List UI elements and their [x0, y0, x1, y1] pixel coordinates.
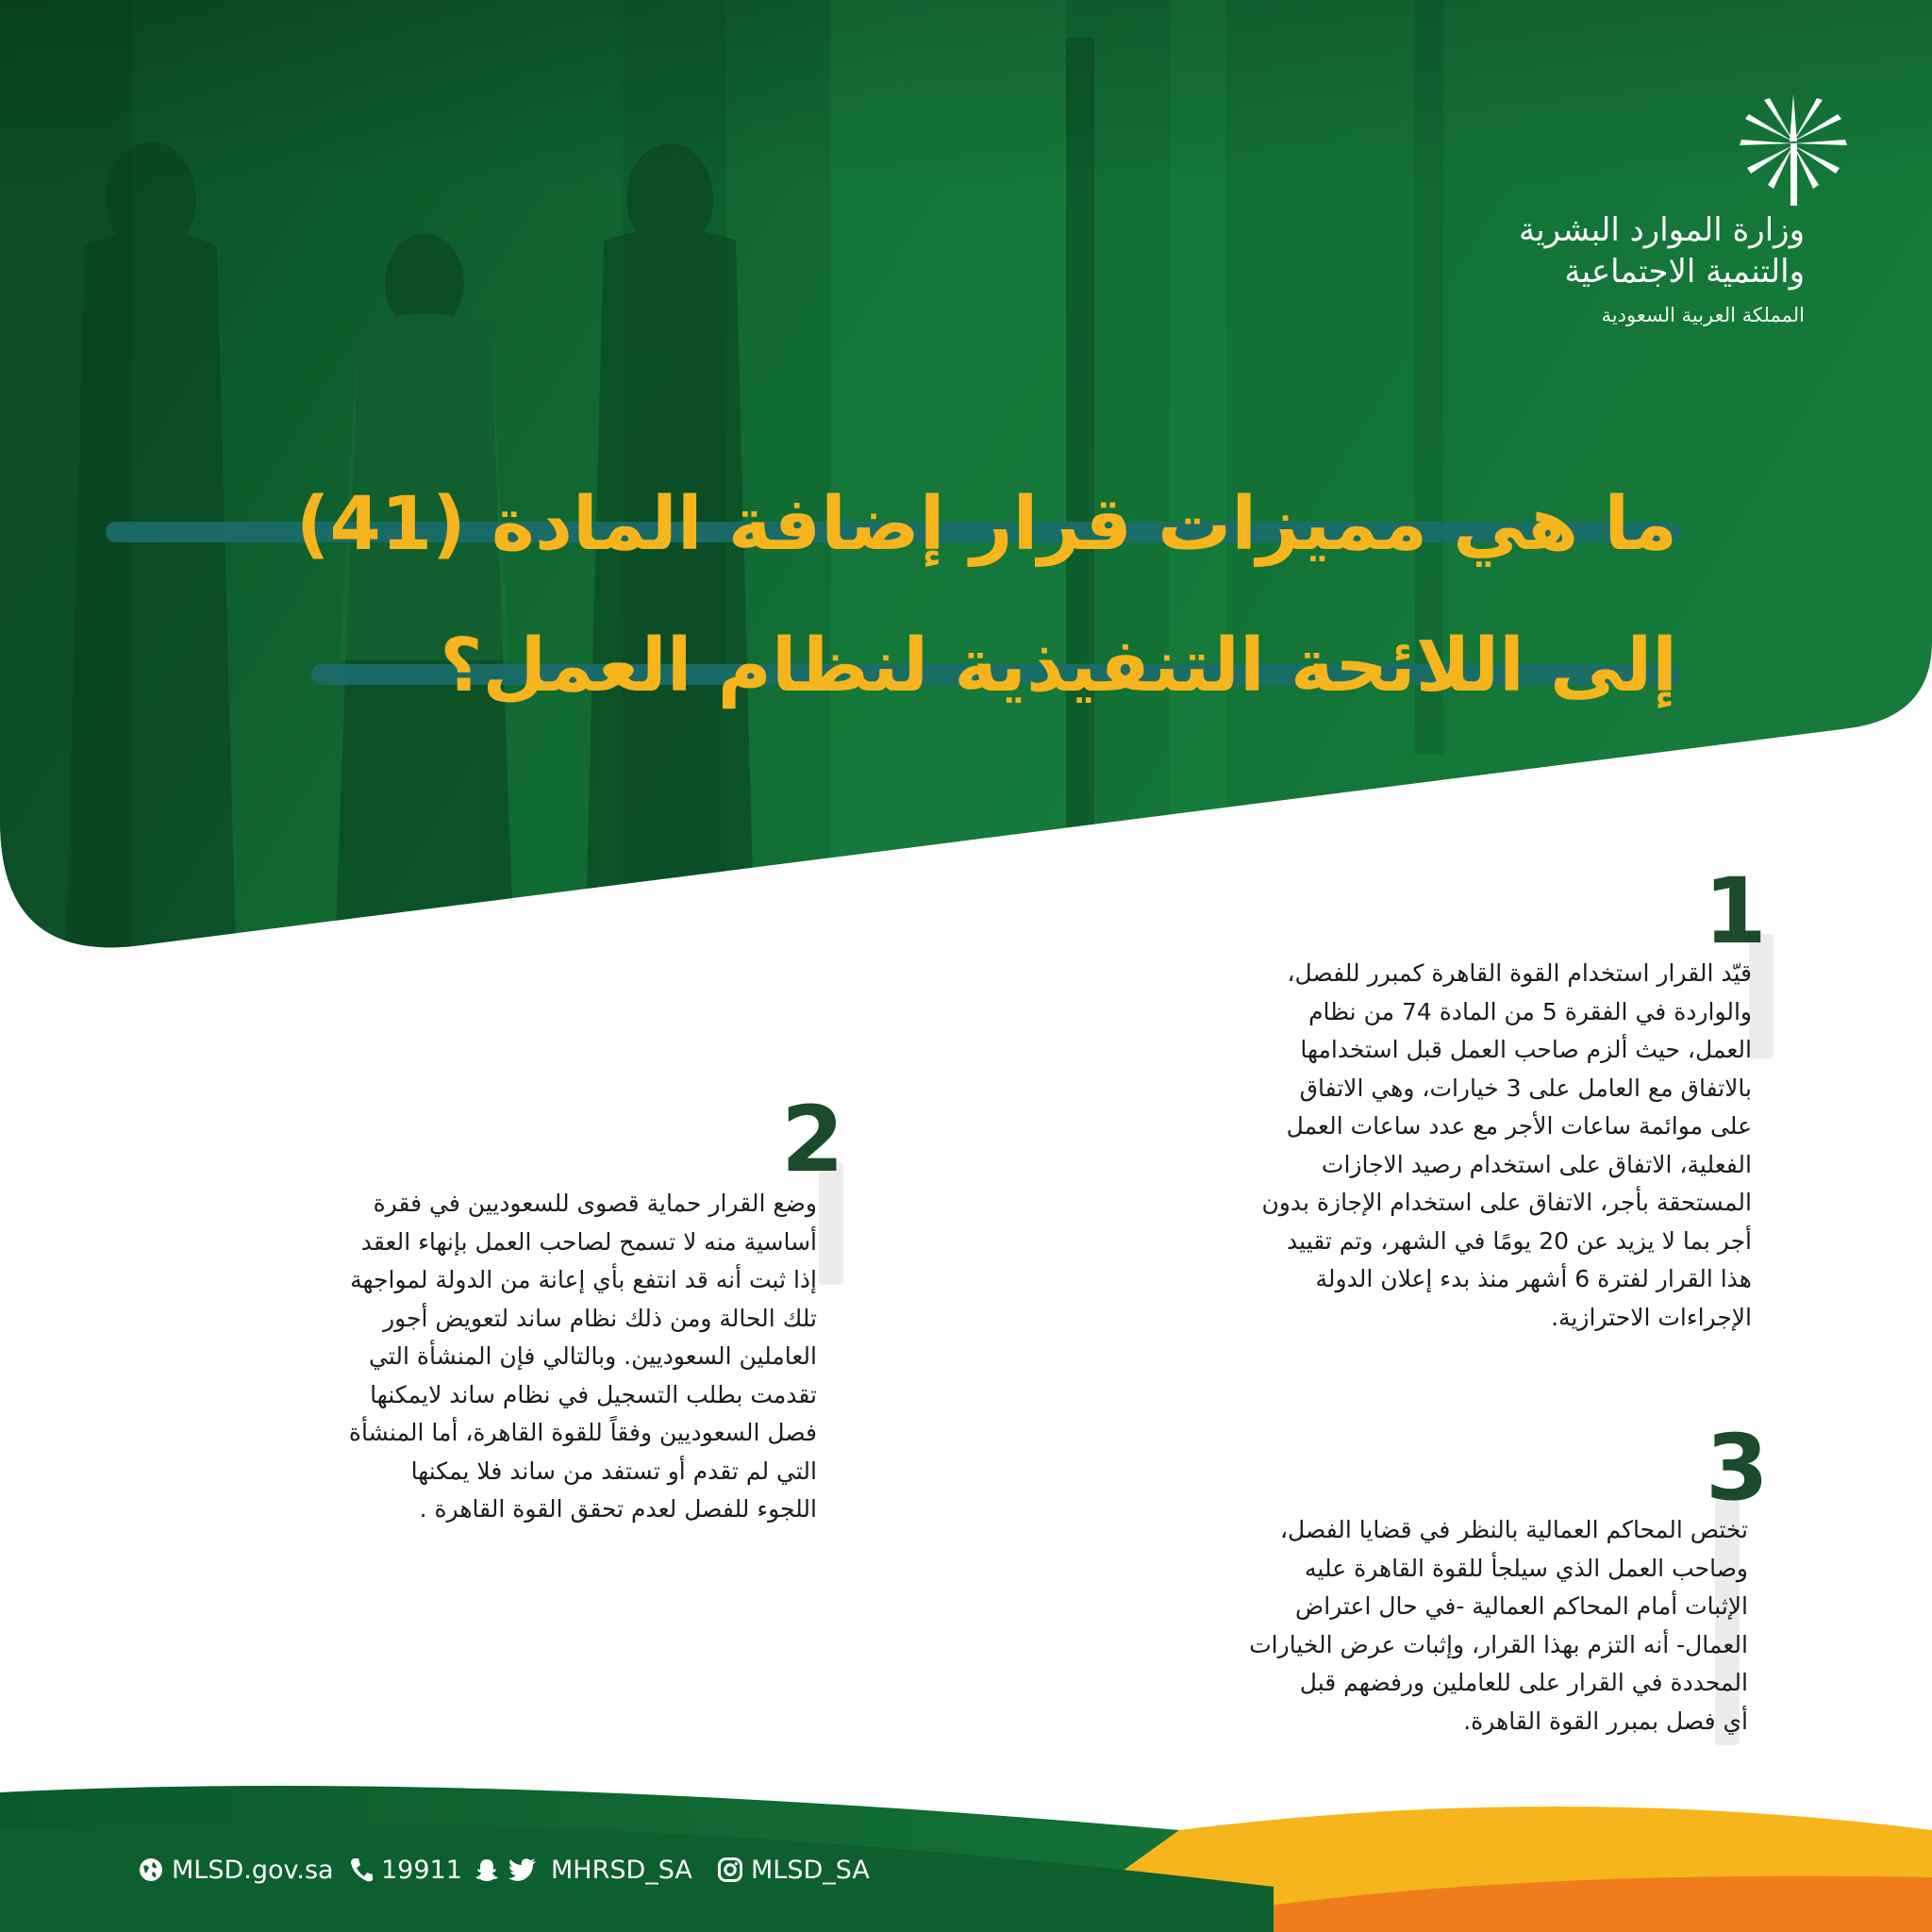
logo-line-2: والتنمية الاجتماعية — [1564, 253, 1805, 291]
page-title-line-2: إلى اللائحة التنفيذية لنظام العمل؟ — [440, 624, 1677, 708]
item-3-line: العمال- أنه التزم بهذا القرار، وإثبات عرض الخيارات — [1249, 1630, 1748, 1658]
footer-social-mhrsd[interactable] — [474, 1851, 692, 1889]
phone-icon — [349, 1857, 374, 1883]
ministry-logo-icon — [1736, 87, 1851, 208]
item-1-line: الفعلية، الاتفاق على استخدام رصيد الاجازات — [1321, 1150, 1752, 1178]
item-3-line: وصاحب العمل الذي سيلجأ للقوة القاهرة عليه — [1305, 1554, 1748, 1582]
item-3-line: المحددة في القرار على للعاملين ورفضهم قبل — [1299, 1669, 1748, 1696]
item-1-line: العمل، حيث ألزم صاحب العمل قبل استخدامها — [1300, 1036, 1752, 1063]
phone-text: 19911 — [381, 1855, 462, 1885]
item-2-number: 2 — [781, 1087, 844, 1192]
item-2-line: إذا ثبت أنه قد انتفع بأي إعانة من الدولة لمواجهة — [350, 1266, 817, 1293]
item-1-text — [1134, 955, 1752, 1337]
item-2-line: أساسية منه لا تسمح لصاحب العمل بإنهاء العقد — [360, 1227, 817, 1256]
item-1-line: والواردة في الفقرة 5 من المادة 74 من نظام — [1308, 997, 1752, 1025]
logo-line-3: المملكة العربية السعودية — [1601, 304, 1805, 326]
footer-phone[interactable] — [349, 1851, 462, 1889]
website-text: MLSD.gov.sa — [172, 1855, 334, 1885]
item-2-text — [177, 1185, 817, 1529]
item-3-line: تختص المحاكم العمالية بالنظر في قضايا الفصل، — [1279, 1516, 1748, 1543]
item-2-line: فصل السعوديين وفقاً للقوة القاهرة، أما المنشأة — [348, 1419, 817, 1446]
social-handle-1: MHRSD_SA — [551, 1855, 692, 1885]
snapchat-icon — [474, 1857, 500, 1883]
item-1-number: 1 — [1704, 858, 1767, 964]
item-1-line: المستحقة بأجر، الاتفاق على استخدام الإجازة بدون — [1261, 1189, 1752, 1216]
hero-background — [0, 0, 1932, 953]
item-1-line: هذا القرار لفترة 6 أشهر منذ بدء إعلان الدولة — [1315, 1265, 1752, 1292]
item-2-line: تقدمت بطلب التسجيل في نظام ساند لايمكنها — [370, 1380, 817, 1408]
item-2-line: تلك الحالة ومن ذلك نظام ساند لتعويض أجور — [383, 1304, 817, 1332]
instagram-icon — [717, 1857, 743, 1883]
twitter-icon — [508, 1857, 538, 1883]
item-1-line: أجر بما لا يزيد عن 20 يومًا في الشهر، وتم تقييد — [1287, 1226, 1752, 1255]
ministry-logo-text — [1519, 209, 1805, 330]
item-1-line: الإجراءات الاحترازية. — [1551, 1303, 1752, 1331]
footer-website[interactable] — [138, 1851, 334, 1889]
logo-line-1: وزارة الموارد البشرية — [1518, 211, 1805, 249]
item-1-line: بالاتفاق مع العامل على 3 خيارات، وهي الاتفاق — [1299, 1074, 1752, 1102]
item-2-line: العاملين السعوديين. وبالتالي فإن المنشأة التي — [369, 1342, 817, 1370]
item-3-line: الإثبات أمام المحاكم العمالية -في حال اعتراض — [1295, 1592, 1748, 1620]
footer-social-mlsd[interactable] — [717, 1851, 870, 1889]
item-3-number: 3 — [1706, 1415, 1769, 1521]
item-1-line: على موائمة ساعات الأجر مع عدد ساعات العمل — [1286, 1112, 1752, 1140]
item-2-line: اللجوء للفصل لعدم تحقق القوة القاهرة . — [419, 1495, 817, 1523]
social-handle-2: MLSD_SA — [751, 1855, 870, 1885]
page-title-line-1: ما هي مميزات قرار إضافة المادة (41) — [295, 482, 1677, 567]
globe-icon — [138, 1857, 164, 1883]
item-1-line: قيّد القرار استخدام القوة القاهرة كمبرر للفصل، — [1287, 959, 1752, 987]
item-3-text — [1130, 1511, 1748, 1740]
item-2-line: وضع القرار حماية قصوى للسعوديين في فقرة — [373, 1190, 817, 1217]
item-3-line: أي فصل بمبرر القوة القاهرة. — [1463, 1707, 1748, 1735]
item-2-line: التي لم تقدم أو تستفد من ساند فلا يمكنها — [410, 1457, 817, 1485]
